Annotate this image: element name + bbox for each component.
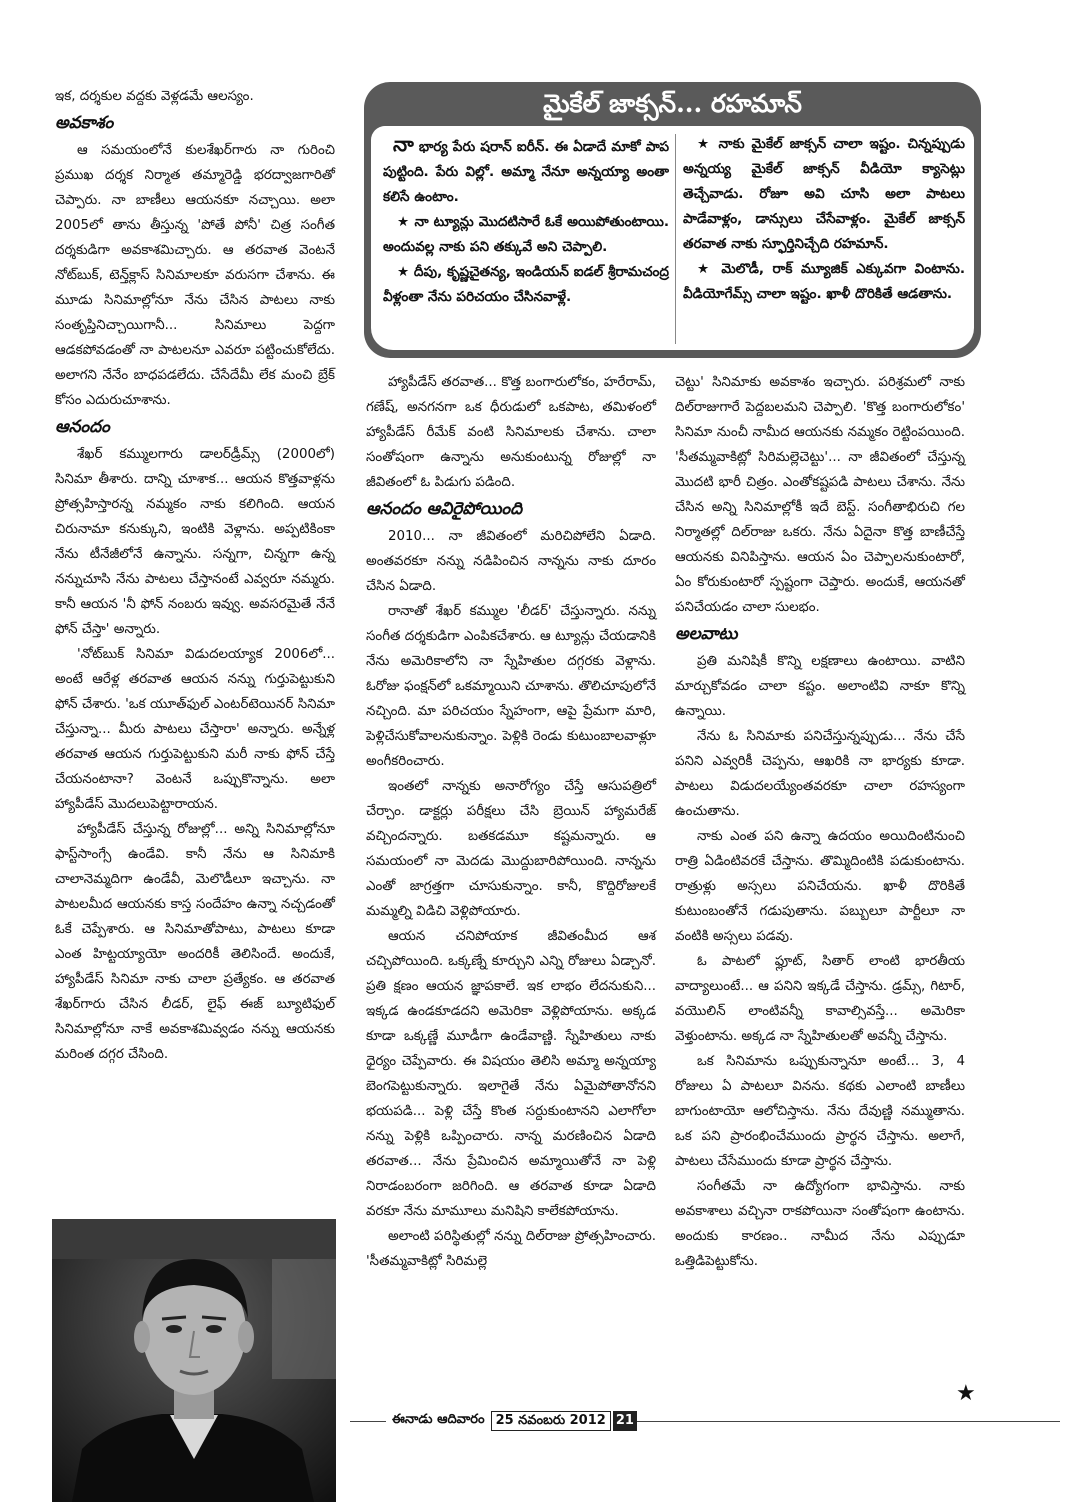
paragraph: హ్యాపీడేస్ చేస్తున్న రోజుల్లో... అన్ని సినిమాల్లోనూ ఫాస్ట్‌సాంగ్సే ఉండేవి. కానీ నేను ఆ సినిమాకి చాలానెమ్మదిగా ఉండేవీ, మెలొడీలూ ఇచ్చాను. నా పాటలమీద ఆయనకు కాస్త సందేహం ఉన్నా నచ్చడంతో ఓకే చెప్పేశారు. ఆ సినిమాతోపాటు, పాటలు కూడా ఎంత హిట్టయ్యాయో అందరికీ తెలిసిందే. అందుకే, హ్యాపీడేస్ సినిమా నాకు చాలా ప్రత్యేకం. ఆ తరవాత శేఖర్‌గారు చేసిన లీడర్, లైఫ్ ఈజ్ బ్యూటిఫుల్ సినిమాల్లోనూ నాకే అవకాశమివ్వడం నన్ను ఆయనకు మరింత దగ్గర చేసింది. [55, 822, 335, 1062]
lead-word: నా [393, 132, 414, 156]
paragraph: 'నోట్‌బుక్ సినిమా విడుదలయ్యాక 2006లో... అంటే ఆరేళ్ల తరవాత ఆయన నన్ను గుర్తుపెట్టుకుని ఫోన్ చేశారు. 'ఒక యూత్‌ఫుల్ ఎంటర్‌టెయినర్ సినిమా చేస్తున్నా... మీరు పాటలు చేస్తారా' అన్నారు. అన్నేళ్ల తరవాత ఆయన గుర్తుపెట్టుకుని మరీ నాకు ఫోన్ చేస్తే చేయనంటానా? వెంటనే ఒప్పుకొన్నాను. అలా హ్యాపీడేస్ మొదలుపెట్టారాయన. [55, 647, 335, 812]
page-footer [386, 1410, 637, 1432]
paragraph: రానాతో శేఖర్ కమ్ముల 'లీడర్' చేస్తున్నారు. నన్ను సంగీత దర్శకుడిగా ఎంపికచేశారు. ఆ ట్యూన్లు చేయడానికి నేను అమెరికాలోని నా స్నేహితుల దగ్గరకు వెళ్లాను. ఓరోజు ఫంక్షన్‌లో ఒకమ్మాయిని చూశాను. తొలిచూపులోనే నచ్చింది. మా పరిచయం స్నేహంగా, ఆపై ప్రేమగా మారి, పెళ్లిచేసుకోవాలనుకున్నాం. పెళ్లికి రెండు కుటుంబాలవాళ్లూ అంగీకరించారు. [366, 604, 656, 769]
sidebar-divider [675, 134, 676, 344]
paragraph: నాకు ఎంత పని ఉన్నా ఉదయం అయిదింటినుంచి రాత్రి ఏడింటివరకే చేస్తాను. తొమ్మిదింటికి పడుకుంటాను. రాత్రుళ్లు అస్సలు పనిచేయను. ఖాళీ దొరికితే కుటుంబంతోనే గడుపుతాను. పబ్బులూ పార్టీలూ నా వంటికి అస్సలు పడవు. [675, 829, 965, 944]
sidebar-left-column [383, 132, 669, 310]
paragraph: ప్రతి మనిషికీ కొన్ని లక్షణాలు ఉంటాయి. వాటిని మార్చుకోవడం చాలా కష్టం. అలాంటివి నాకూ కొన్ని ఉన్నాయి. [675, 654, 965, 719]
paragraph: నేను ఓ సినిమాకు పనిచేస్తున్నప్పుడు... నేను చేసే పనిని ఎవ్వరికీ చెప్పను, ఆఖరికి నా భార్యకు కూడా. పాటలు విడుదలయ్యేంతవరకూ చాలా రహస్యంగా ఉంచుతాను. [675, 729, 965, 819]
paragraph: ఆ సమయంలోనే కులశేఖర్‌గారు నా గురించి ప్రముఖ దర్శక నిర్మాత తమ్మారెడ్డి భరద్వాజగారితో చెప్పారు. నా బాణీలు ఆయనకూ నచ్చాయి. అలా 2005లో తాను తీస్తున్న 'పోతే పోనీ' చిత్ర సంగీత దర్శకుడిగా అవకాశమిచ్చారు. ఆ తరవాత వెంటనే నోట్‌బుక్, టెన్త్‌క్లాస్ సినిమాలకూ వరుసగా చేశాను. ఈ మూడు సినిమాల్లోనూ నేను చేసిన పాటలు నాకు సంతృప్తినిచ్చాయిగానీ... సినిమాలు పెద్దగా ఆడకపోవడంతో నా పాటలనూ ఎవరూ పట్టించుకోలేదు. అలాగని నేనేం బాధపడలేదు. చేసేదేమీ లేక మంచి బ్రేక్ కోసం ఎదురుచూశాను. [55, 143, 335, 408]
sidebar-body [371, 126, 974, 350]
column1-intro: ఇక, దర్శకుల వద్దకు వెళ్లడమే ఆలస్యం. [55, 89, 254, 104]
paragraph: ఒక సినిమాను ఒప్పుకున్నానూ అంటే... 3, 4 రోజులు ఏ పాటలూ వినను. కథకు ఎలాంటి బాణీలు బాగుంటాయో ఆలోచిస్తాను. నేను దేవుణ్ణి నమ్ముతాను. ఒక పని ప్రారంభించేముందు ప్రార్థన చేస్తాను. అలాగే, పాటలు చేసేముందు కూడా ప్రార్థన చేస్తాను. [675, 1054, 965, 1169]
sidebar-title: మైకేల్ జాక్సన్... రహమాన్ [543, 89, 802, 118]
article-column-1 [55, 84, 335, 1067]
portrait-illustration [52, 1219, 336, 1502]
sidebar-box [364, 82, 981, 358]
section-heading-habit: అలవాటు [675, 624, 738, 644]
portrait-photo [52, 1219, 336, 1502]
sidebar-paragraph [383, 132, 669, 210]
publication-name: ఈనాడు ఆదివారం [392, 1412, 485, 1427]
paragraph: ఆయన చనిపోయాక జీవితంమీద ఆశ చచ్చిపోయింది. ఒక్కణ్నే కూర్చుని ఎన్ని రోజులు ఏడ్చానో. ప్రతి క్షణం ఆయన జ్ఞాపకాలే. ఇక లాభం లేదనుకుని... ఇక్కడ ఉండకూడదని అమెరికా వెళ్లిపోయాను. అక్కడ కూడా ఒక్కణ్ణే మూడీగా ఉండేవాణ్ణి. స్నేహితులు నాకు ధైర్యం చెప్పేవారు. ఈ విషయం తెలిసి అమ్మా అన్నయ్యా బెంగపెట్టుకున్నారు. ఇలాగైతే నేను ఏమైపోతానోనని భయపడి... పెళ్లి చేస్తే కొంత సర్దుకుంటానని ఎలాగోలా నన్ను పెళ్లికి ఒప్పించారు. నాన్న మరణించిన ఏడాది తరవాత... నేను ప్రేమించిన అమ్మాయితోనే నా పెళ్లి నిరాడంబరంగా జరిగింది. ఆ తరవాత కూడా ఏడాది వరకూ నేను మామూలు మనిషిని కాలేకపోయాను. [366, 929, 656, 1219]
section-heading-opportunity: అవకాశం [55, 113, 114, 133]
end-mark-icon: ★ [956, 1381, 976, 1406]
section-heading-joy: ఆనందం [55, 417, 110, 437]
sidebar-paragraph: ★ దీపు, కృష్ణచైతన్య, ఇండియన్ ఐడల్ శ్రీరామచంద్ర వీళ్లంతా నేను పరిచయం చేసినవాళ్లే. [383, 264, 670, 305]
paragraph: అలాంటి పరిస్థితుల్లో నన్ను దిల్‌రాజు ప్రోత్సహించారు. 'సీతమ్మవాకిట్లో సిరిమల్లె [366, 1229, 656, 1269]
sidebar-text: భార్య పేరు షరాన్ ఐరీన్. ఈ ఏడాదే మాకో పాప పుట్టింది. పేరు విల్లో. అమ్మా నేనూ అన్నయ్యా అంతా కలిసే ఉంటాం. [383, 139, 669, 205]
column3-intro: చెట్టు' సినిమాకు అవకాశం ఇచ్చారు. పరిశ్రమలో నాకు దిల్‌రాజుగారే పెద్దబలమని చెప్పాలి. 'కొత్త బంగారులోకం' సినిమా నుంచీ నామీద ఆయనకు నమ్మకం రెట్టింపయింది. 'సీతమ్మవాకిట్లో సిరిమల్లెచెట్టు'... నా జీవితంలో చేస్తున్న మొదటి భారీ చిత్రం. ఎంతోకష్టపడి పాటలు చేశాను. నేను చేసిన అన్ని సినిమాల్లోకీ ఇదే బెస్ట్. సంగీతాభిరుచి గల నిర్మాతల్లో దిల్‌రాజు ఒకరు. నేను ఏదైనా కొత్త బాణీచేస్తే ఆయనకు వినిపిస్తాను. ఆయన ఏం చెప్పాలనుకుంటారో, ఏం కోరుకుంటారో స్పష్టంగా చెప్తారు. అందుకే, ఆయనతో పనిచేయడం చాలా సులభం. [675, 375, 965, 615]
sidebar-right-column [683, 132, 965, 307]
paragraph: ఇంతలో నాన్నకు అనారోగ్యం చేస్తే ఆసుపత్రిలో చేర్చాం. డాక్టర్లు పరీక్షలు చేసి బ్రెయిన్ హ్యామరేజ్ వచ్చిందన్నారు. బతకడమూ కష్టమన్నారు. ఆ సమయంలో నా మెదడు మొద్దుబారిపోయింది. నాన్నను ఎంతో జాగ్రత్తగా చూసుకున్నాం. కానీ, కొద్దిరోజులకే మమ్మల్ని విడిచి వెళ్లిపోయారు. [366, 779, 656, 919]
paragraph: 2010... నా జీవితంలో మరిచిపోలేని ఏడాది. అంతవరకూ నన్ను నడిపించిన నాన్నను నాకు దూరం చేసిన ఏడాది. [366, 529, 656, 594]
section-heading-joy-vanished: ఆనందం ఆవిరైపోయింది [366, 499, 523, 519]
paragraph: శేఖర్ కమ్ములగారు డాలర్‌డ్రీమ్స్ (2000లో) సినిమా తీశారు. దాన్ని చూశాక... ఆయన కొత్తవాళ్లను ప్రోత్సహిస్తారన్న నమ్మకం నాకు కలిగింది. ఆయన చిరునామా కనుక్కుని, ఇంటికి వెళ్లాను. అప్పటికింకా నేను టీనేజీలోనే ఉన్నాను. సన్నగా, చిన్నగా ఉన్న నన్నుచూసి నేను పాటలు చేస్తానంటే ఎవ్వరూ నమ్మరు. కానీ ఆయన 'నీ ఫోన్ నంబరు ఇవ్వు. అవసరమైతే నేనే ఫోన్ చేస్తా' అన్నారు. [55, 447, 335, 637]
column2-intro: హ్యాపీడేస్ తరవాత... కొత్త బంగారులోకం, హరేరామ్, గణేష్, అనగనగా ఒక ధీరుడులో ఒకపాట, తమిళంలో హ్యాపీడేస్ రీమేక్ వంటి సినిమాలకు చేశాను. చాలా సంతోషంగా ఉన్నాను అనుకుంటున్న రోజుల్లో నా జీవితంలో ఓ పిడుగు పడింది. [366, 375, 656, 490]
paragraph: సంగీతమే నా ఉద్యోగంగా భావిస్తాను. నాకు అవకాశాలు వచ్చినా రాకపోయినా సంతోషంగా ఉంటాను. అందుకు కారణం.. నామీద నేను ఎప్పుడూ ఒత్తిడిపెట్టుకోను. [675, 1179, 965, 1269]
sidebar-paragraph: ★ నా ట్యూన్లు మొదటిసారే ఓకే అయిపోతుంటాయి. అందువల్ల నాకు పని తక్కువే అని చెప్పాలి. [383, 214, 669, 255]
article-column-2 [366, 370, 656, 1274]
sidebar-paragraph: ★ మెలొడీ, రాక్ మ్యూజిక్ ఎక్కువగా వింటాను. వీడియోగేమ్స్ చాలా ఇష్టం. ఖాళీ దొరికితే ఆడతాను. [683, 261, 965, 302]
page-number: 21 [613, 1411, 637, 1431]
sidebar-paragraph: ★ నాకు మైకేల్ జాక్సన్ చాలా ఇష్టం. చిన్నప్పుడు అన్నయ్య మైకేల్ జాక్సన్ వీడియో క్యాసెట్లు తెచ్చేవాడు. రోజూ అవి చూసి అలా పాటలు పాడేవాళ్లం, డాన్సులు చేసేవాళ్లం. మైకేల్ జాక్సన్ తరవాత నాకు స్ఫూర్తినిచ్చేది రహమాన్. [683, 136, 965, 252]
article-column-3 [675, 370, 965, 1274]
paragraph: ఓ పాటలో ఫ్లూట్, సితార్ లాంటి భారతీయ వాద్యాలుంటే... ఆ పనిని ఇక్కడే చేస్తాను. డ్రమ్స్, గిటార్, వయొలిన్ లాంటివన్నీ కావాల్సివస్తే... అమెరికా వెళ్తుంటాను. అక్కడ నా స్నేహితులతో అవన్నీ చేస్తాను. [675, 954, 965, 1044]
issue-date: 25 నవంబరు 2012 [491, 1411, 611, 1431]
